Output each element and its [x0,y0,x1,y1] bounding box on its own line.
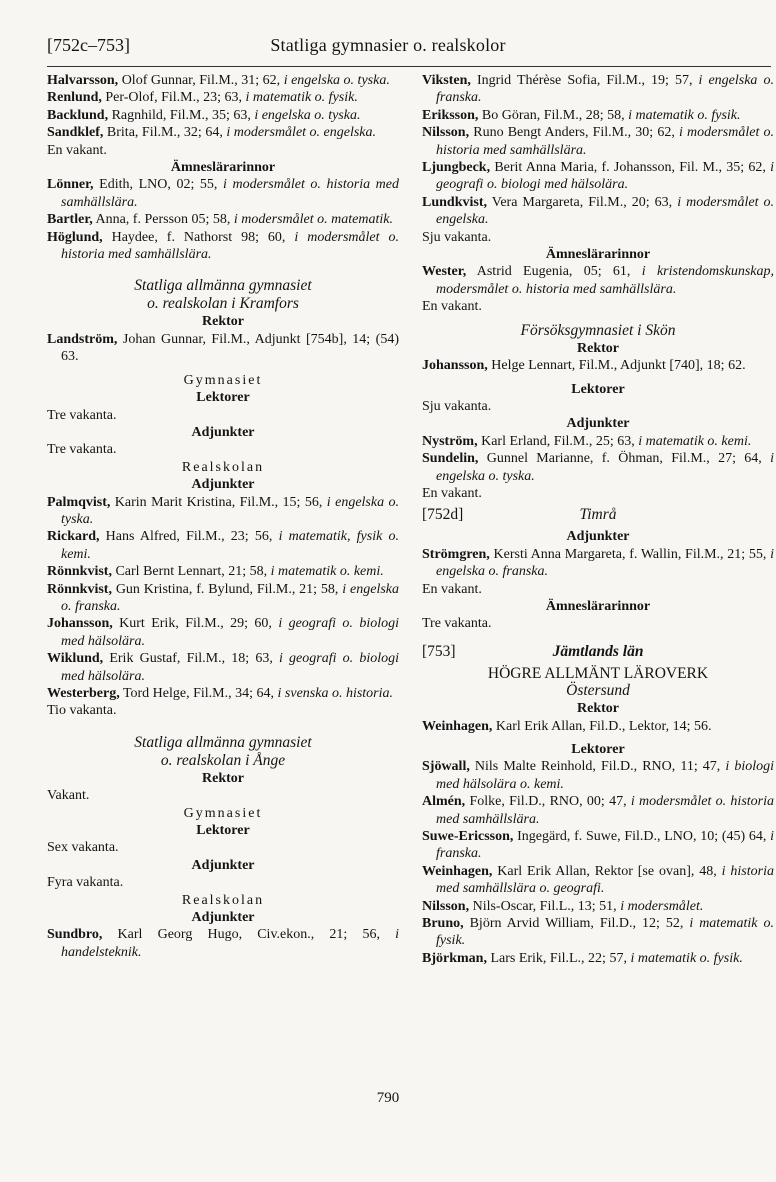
entry: Almén, Folke, Fil.D., RNO, 00; 47, i modersmålet o. historia med samhällslära. [422,794,774,827]
section-heading: Ämneslärarinnor [545,247,651,263]
vacancy-note: En vakant. [422,299,482,315]
school-title: Statliga allmänna gymnasiet [134,733,312,751]
entry: Westerberg, Tord Helge, Fil.M., 34; 64, i svenska o. historia. [47,686,394,701]
section-heading: Ämneslärarinnor [170,160,276,176]
entry: Johansson, Helge Lennart, Fil.M., Adjunkt [740], 18; 62. [422,358,746,374]
subsection-heading: Realskolan [181,892,265,908]
section-heading: Adjunkter [191,910,255,926]
vacancy-note: En vakant. [422,485,482,501]
entry: Nyström, Karl Erland, Fil.M., 25; 63, i matematik o. kemi. [422,433,752,449]
subsection-heading: Realskolan [181,459,265,475]
school-title: o. realskolan i Kramfors [147,295,299,313]
section-heading: Adjunkter [566,529,630,545]
section-heading: Lektorer [571,381,625,397]
section-heading: Rektor [202,314,244,330]
school-type-title: HÖGRE ALLMÄNT LÄROVERK [487,664,709,682]
county-title: Jämtlands län [552,642,644,660]
left-column [47,72,399,961]
entry: Ljungbeck, Berit Anna Maria, f. Johansson, Fil. M., 35; 62, i geografi o. biologi med hälsolära. [422,160,774,193]
entry: Wester, Astrid Eugenia, 05; 61, i kristendomskunskap, modersmålet o. historia med samhällslära. [422,264,774,297]
running-title: Statliga gymnasier o. realskolor [270,35,506,55]
entry: Lundkvist, Vera Margareta, Fil.M., 20; 63, i modersmålet o. engelska. [422,194,774,228]
section-heading: Rektor [577,701,619,717]
section-heading: Adjunkter [566,416,630,432]
vacancy-note: Sju vakanta. [422,229,492,245]
entry: Nilsson, Nils-Oscar, Fil.L., 13; 51, i modersmålet. [422,898,704,914]
page-number: 790 [376,1090,400,1106]
entry: Halvarsson, Olof Gunnar, Fil.M., 31; 62, i engelska o. tyska. [47,73,390,88]
section-heading: Lektorer [196,823,250,839]
entry: Suwe-Ericsson, Ingegärd, f. Suwe, Fil.D., LNO, 10; (45) 64, i franska. [422,829,774,862]
header-rule [47,66,771,67]
entry: Höglund, Haydee, f. Nathorst 98; 60, i modersmålet o. historia med samhällslära. [47,229,399,263]
section-heading: Lektorer [571,742,625,757]
vacancy-note: En vakant. [47,142,107,158]
vacancy-note: Tre vakanta. [47,407,117,423]
entry: Björkman, Lars Erik, Fil.L., 22; 57, i matematik o. fysik. [422,950,743,966]
vacancy-note: Fyra vakanta. [47,875,124,891]
entry: Nilsson, Runo Bengt Anders, Fil.M., 30; 62, i modersmålet o. historia med samhällslära. [422,125,774,158]
entry: Sandklef, Brita, Fil.M., 32; 64, i modersmålet o. engelska. [47,125,377,141]
city-title: Östersund [566,682,630,700]
vacancy-note: Tre vakanta. [422,616,492,632]
vacancy-note: Vakant. [47,788,90,804]
entry: Sjöwall, Nils Malte Reinhold, Fil.D., RNO, 11; 47, i biologi med hälsolära o. kemi. [422,759,774,792]
entry: Rickard, Hans Alfred, Fil.M., 23; 56, i matematik, fysik o. kemi. [47,529,399,562]
section-row [422,506,774,528]
entry: Strömgren, Kersti Anna Margareta, f. Wallin, Fil.M., 21; 55, i engelska o. franska. [422,546,774,580]
section-row [422,643,774,665]
entry: Renlund, Per-Olof, Fil.M., 23; 63, i matematik o. fysik. [47,90,358,106]
vacancy-note: En vakant. [422,581,482,597]
entry: Landström, Johan Gunnar, Fil.M., Adjunkt [754b], 14; (54) 63. [47,331,399,365]
entry: Johansson, Kurt Erik, Fil.M., 29; 60, i geografi o. biologi med hälsolära. [47,616,400,649]
entry: Sundbro, Karl Georg Hugo, Civ.ekon., 21; 56, i handelsteknik. [47,927,399,960]
entry: Rönnkvist, Gun Kristina, f. Bylund, Fil.M., 21; 58, i engelska o. franska. [47,581,399,614]
section-heading: Rektor [202,770,244,786]
section-heading: Adjunkter [191,477,255,493]
school-title: Försöksgymnasiet i Skön [520,321,676,339]
entry: Weinhagen, Karl Erik Allan, Rektor [se ovan], 48, i historia med samhällslära o. geografi. [422,863,774,897]
entry: Palmqvist, Karin Marit Kristina, Fil.M., 15; 56, i engelska o. tyska. [47,494,399,527]
subsection-heading: Gymnasiet [183,372,263,388]
school-title: Statliga allmänna gymnasiet [134,277,312,295]
section-heading: Lektorer [196,390,250,406]
section-number: [752d] [422,506,464,524]
vacancy-note: Sex vakanta. [47,840,119,856]
section-heading: Adjunkter [191,857,255,873]
section-heading: Rektor [577,340,619,356]
vacancy-note: Tre vakanta. [47,442,117,458]
place-title: Timrå [579,506,617,524]
entry: Lönner, Edith, LNO, 02; 55, i modersmålet o. historia med samhällslära. [47,177,400,210]
entry: Bruno, Björn Arvid William, Fil.D., 12; 52, i matematik o. fysik. [422,916,774,949]
school-title: o. realskolan i Ånge [160,751,286,769]
entry: Bartler, Anna, f. Persson 05; 58, i modersmålet o. matematik. [47,212,393,228]
section-number: [753] [422,642,456,660]
entry: Weinhagen, Karl Erik Allan, Fil.D., Lektor, 14; 56. [422,718,712,734]
entry: Viksten, Ingrid Thérèse Sofia, Fil.M., 19; 57, i engelska o. franska. [422,73,774,106]
entry: Wiklund, Erik Gustaf, Fil.M., 18; 63, i geografi o. biologi med hälsolära. [47,651,399,684]
right-column [422,72,774,967]
entry: Backlund, Ragnhild, Fil.M., 35; 63, i engelska o. tyska. [47,107,361,123]
section-heading: Adjunkter [191,424,255,440]
entry: Rönnkvist, Carl Bernt Lennart, 21; 58, i matematik o. kemi. [47,564,384,580]
vacancy-note: Tio vakanta. [47,703,117,719]
vacancy-note: Sju vakanta. [422,398,492,414]
entry: Eriksson, Bo Göran, Fil.M., 28; 58, i matematik o. fysik. [422,107,741,123]
subsection-heading: Gymnasiet [183,805,263,821]
entry: Sundelin, Gunnel Marianne, f. Öhman, Fil.M., 27; 64, i engelska o. tyska. [422,451,774,484]
section-heading: Ämneslärarinnor [545,598,651,614]
section-range: [752c–753] [47,35,130,55]
